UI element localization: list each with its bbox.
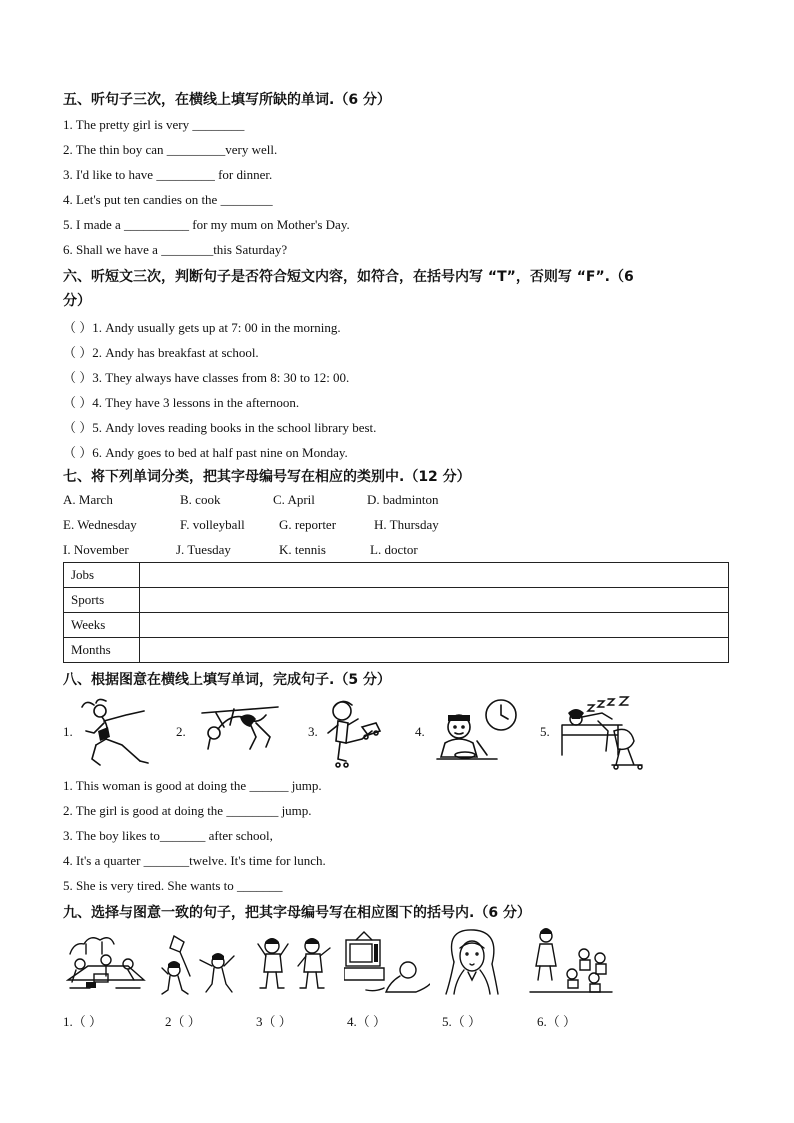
sec8-item: 4. It's a quarter _______twelve. It's time for lunch. [63,853,326,868]
sec5-item: 6. Shall we have a ________this Saturday? [63,242,288,257]
word-option: B. cook [180,492,221,507]
sec6-item: （ ）5. Andy loves reading books in the school library best. [63,420,377,435]
sec8-item: 2. The girl is good at doing the ________ jump. [63,803,312,818]
word-option: C. April [273,492,315,507]
classification-table [63,562,729,663]
word-option: H. Thursday [374,517,439,532]
pic-label: 3. [308,724,318,739]
sec8-item: 3. The boy likes to_______ after school, [63,828,273,843]
table-row [64,588,729,613]
sec6-item: （ ）2. Andy has breakfast at school. [63,345,259,360]
word-option: G. reporter [279,517,337,532]
section-6-heading: 六、听短文三次，判断句子是否符合短文内容，如符合，在括号内写 “T”，否则写 “F”.（6 [63,269,634,285]
answer-cell[interactable] [140,613,729,638]
sec5-item: 5. I made a __________ for my mum on Mother's Day. [63,217,350,232]
high-jump-girl-icon [200,697,280,757]
answer-cell[interactable] [140,588,729,613]
answer-slot[interactable]: 2（ ） [165,1014,201,1029]
word-option: L. doctor [370,542,418,557]
row-label: Sports [64,588,140,613]
teacher-students-icon [528,926,614,996]
table-row [64,638,729,663]
section-5-heading: 五、听句子三次，在横线上填写所缺的单词.（6 分） [63,92,391,108]
sec8-item: 5. She is very tired. She wants to _______ [63,878,283,893]
word-option: D. badminton [367,492,439,507]
section-6-heading-cont: 分） [63,293,91,309]
row-label: Months [64,638,140,663]
skating-boy-icon [322,697,388,769]
sec5-item: 1. The pretty girl is very ________ [63,117,245,132]
sec5-item: 2. The thin boy can _________very well. [63,142,278,157]
answer-slot[interactable]: 6.（ ） [537,1014,577,1029]
sec6-item: （ ）6. Andy goes to bed at half past nine on Monday. [63,445,348,460]
pic-label: 1. [63,724,73,739]
pic-label: 5. [540,724,550,739]
word-option: J. Tuesday [176,542,231,557]
section-8-heading: 八、根据图意在横线上填写单词，完成句子.（5 分） [63,672,391,688]
table-row [64,563,729,588]
pic-label: 4. [415,724,425,739]
answer-cell[interactable] [140,638,729,663]
section-7-heading: 七、将下列单词分类，把其字母编号写在相应的类别中.（12 分） [63,469,471,485]
long-jump-woman-icon [80,697,158,769]
boy-watching-tv-icon [344,930,430,998]
row-label: Weeks [64,613,140,638]
word-option: I. November [63,542,129,557]
sec5-item: 3. I'd like to have _________ for dinner. [63,167,273,182]
family-picnic-icon [66,930,146,996]
table-row [64,613,729,638]
girl-portrait-icon [440,926,504,998]
pic-label: 2. [176,724,186,739]
sec6-item: （ ）1. Andy usually gets up at 7: 00 in the morning. [63,320,341,335]
word-option: A. March [63,492,113,507]
boy-eating-clock-icon [435,697,521,765]
answer-slot[interactable]: 4.（ ） [347,1014,387,1029]
answer-cell[interactable] [140,563,729,588]
sec8-item: 1. This woman is good at doing the ______ jump. [63,778,322,793]
answer-slot[interactable]: 3（ ） [256,1014,292,1029]
section-9-heading: 九、选择与图意一致的句子，把其字母编号写在相应图下的括号内.（6 分） [63,905,531,921]
word-option: E. Wednesday [63,517,137,532]
exercising-kids-icon [254,934,334,996]
row-label: Jobs [64,563,140,588]
answer-slot[interactable]: 5.（ ） [442,1014,482,1029]
answer-slot[interactable]: 1.（ ） [63,1014,103,1029]
word-option: F. volleyball [180,517,245,532]
sleeping-girl-icon [558,695,648,771]
word-option: K. tennis [279,542,326,557]
kite-flying-kids-icon [160,930,236,998]
sec5-item: 4. Let's put ten candies on the ________ [63,192,273,207]
sec6-item: （ ）4. They have 3 lessons in the afternoon. [63,395,300,410]
sec6-item: （ ）3. They always have classes from 8: 30 to 12: 00. [63,370,350,385]
